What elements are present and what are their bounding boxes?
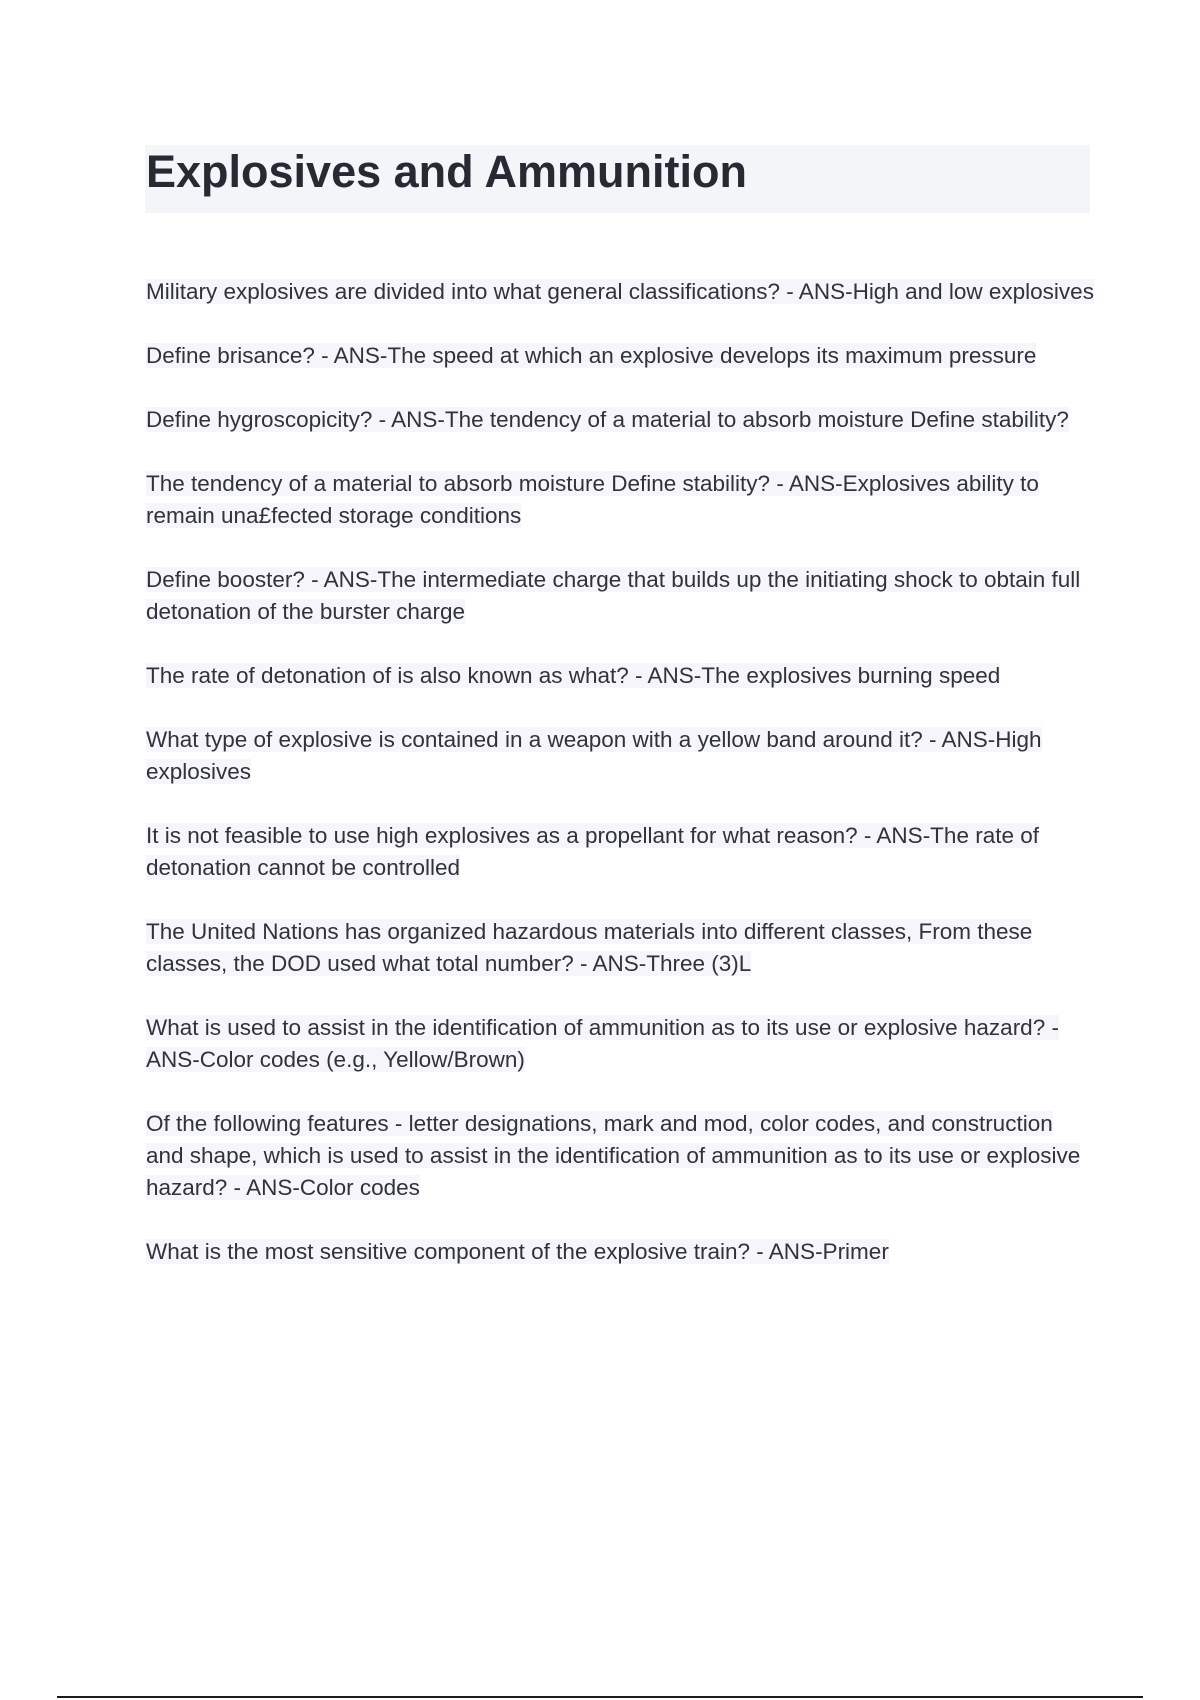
qa-item-text: The rate of detonation of is also known as what? - ANS-The explosives burning speed [146, 663, 1001, 688]
qa-item-text: The United Nations has organized hazardous materials into different classes, From these classes, the DOD used what total number? - ANS-Three (3)L [146, 919, 1033, 976]
qa-item [146, 1012, 1096, 1076]
qa-list [146, 276, 1096, 1300]
qa-item [146, 660, 1096, 692]
qa-item-text: Define hygroscopicity? - ANS-The tendency of a material to absorb moisture Define stability? [146, 407, 1069, 432]
qa-item [146, 820, 1096, 884]
qa-item-text: Define brisance? - ANS-The speed at which an explosive develops its maximum pressure [146, 343, 1037, 368]
qa-item-text: What is the most sensitive component of the explosive train? - ANS-Primer [146, 1239, 889, 1264]
qa-item-text: It is not feasible to use high explosives as a propellant for what reason? - ANS-The rate of detonation cannot be controlled [146, 823, 1039, 880]
qa-item [146, 468, 1096, 532]
qa-item [146, 1236, 1096, 1268]
page-bottom-rule [57, 1696, 1143, 1698]
qa-item [146, 276, 1096, 308]
qa-item-text: Military explosives are divided into what general classifications? - ANS-High and low explosives [146, 279, 1094, 304]
qa-item [146, 1108, 1096, 1204]
qa-item-text: Define booster? - ANS-The intermediate charge that builds up the initiating shock to obtain full detonation of the burster charge [146, 567, 1081, 624]
qa-item [146, 404, 1096, 436]
qa-item [146, 724, 1096, 788]
qa-item-text: What type of explosive is contained in a weapon with a yellow band around it? - ANS-High explosives [146, 727, 1042, 784]
qa-item-text: Of the following features - letter designations, mark and mod, color codes, and construction and shape, which is used to assist in the identification of ammunition as to its use or explosive hazard? - ANS-Color codes [146, 1111, 1081, 1200]
qa-item [146, 916, 1096, 980]
qa-item-text: The tendency of a material to absorb moisture Define stability? - ANS-Explosives ability to remain una£fected storage conditions [146, 471, 1039, 528]
document-title: Explosives and Ammunition [146, 146, 747, 197]
qa-item-text: What is used to assist in the identification of ammunition as to its use or explosive hazard? - ANS-Color codes (e.g., Yellow/Brown) [146, 1015, 1059, 1072]
qa-item [146, 564, 1096, 628]
qa-item [146, 340, 1096, 372]
